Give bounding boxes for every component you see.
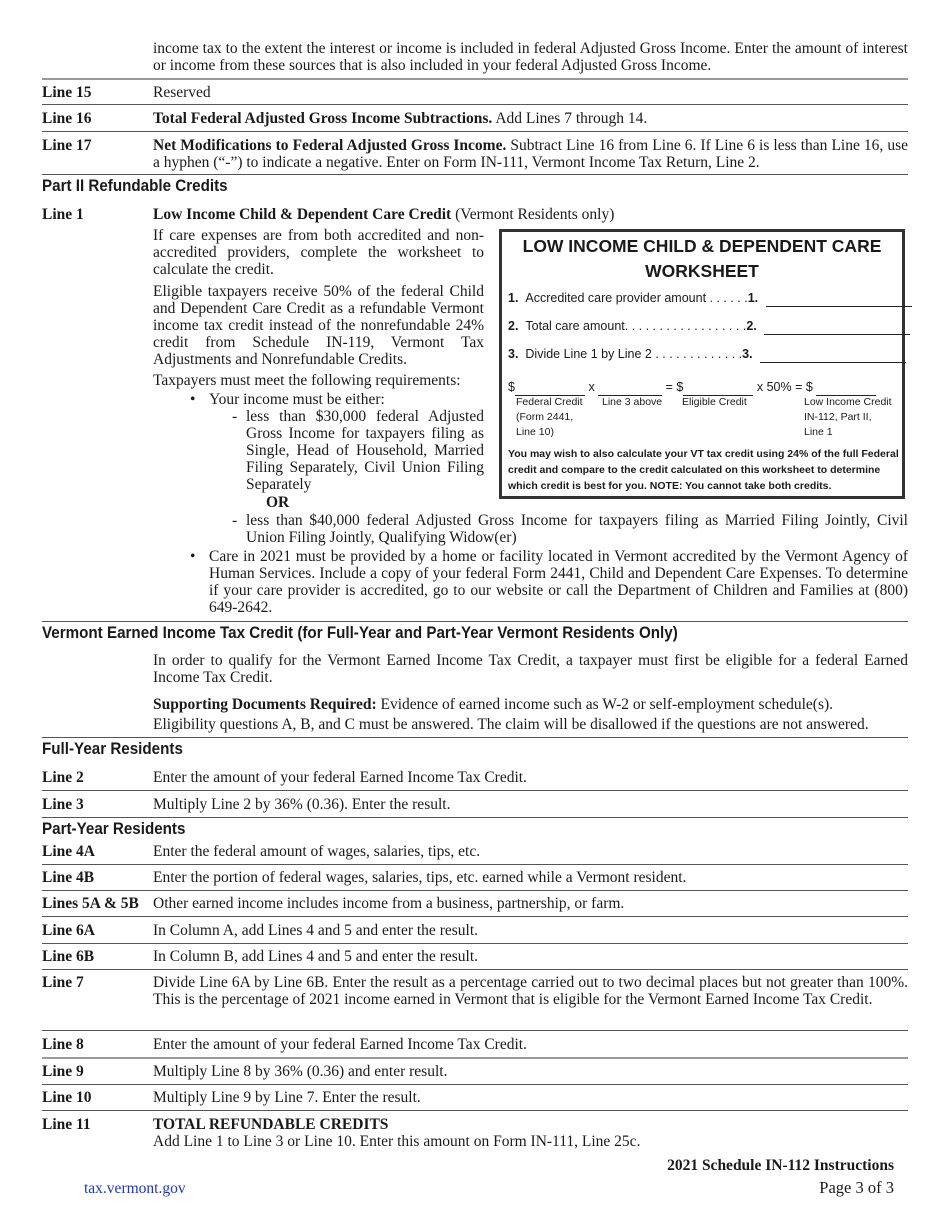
eitc-heading: Vermont Earned Income Tax Credit (for Full-Year and Part-Year Vermont Residents Only) xyxy=(42,624,678,642)
percent-label: x 50% = xyxy=(756,380,803,394)
page-number: Page 3 of 3 xyxy=(819,1178,894,1197)
line-2-row xyxy=(42,769,908,786)
eligibility-questions: Eligibility questions A, B, and C must be answered. The claim will be disallowed if the questions are not answered. xyxy=(153,716,869,733)
supporting-bold: Supporting Documents Required: xyxy=(153,696,377,713)
line-label: Line 10 xyxy=(42,1089,92,1106)
part2-heading: Part II Refundable Credits xyxy=(42,177,228,195)
bullet-icon: • xyxy=(190,391,196,408)
line-4a-row xyxy=(42,843,908,860)
bullet-care: Care in 2021 must be provided by a home or facility located in Vermont accredited by the Vermont Agency of Human Services. Include a copy of your federal Form 2441, Child and Dependent Care Expenses. To determine if your care provider is accredited, go to our website or call the Department of Children and Families at (800) 649-2642. xyxy=(209,548,908,616)
line-4b-row xyxy=(42,869,908,886)
requirements-paragraph: Taxpayers must meet the following requirements: xyxy=(153,372,461,389)
bullet-income: Your income must be either: xyxy=(209,391,385,408)
supporting-rest: Evidence of earned income such as W-2 or self-employment schedule(s). xyxy=(376,696,834,713)
line-16-row xyxy=(42,110,908,127)
divider xyxy=(42,1084,908,1085)
divider xyxy=(42,1030,908,1031)
line-rest: Add Lines 7 through 14. xyxy=(492,110,648,127)
divider xyxy=(42,890,908,891)
line-label: Lines 5A & 5B xyxy=(42,895,139,912)
line-rest: Add Line 1 to Line 3 or Line 10. Enter this amount on Form IN-111, Line 25c. xyxy=(153,1133,641,1150)
line-17-row xyxy=(42,137,908,171)
divider xyxy=(42,737,908,738)
caption-eligible-credit: Eligible Credit xyxy=(682,396,747,408)
line-text: Reserved xyxy=(153,84,211,101)
line-3-row xyxy=(42,796,908,813)
dollar-sign: $ xyxy=(805,380,813,394)
line-bold: Low Income Child & Dependent Care Credit xyxy=(153,206,452,223)
line-label: Line 8 xyxy=(42,1036,84,1053)
divider xyxy=(42,969,908,970)
line-rest: (Vermont Residents only) xyxy=(451,206,615,223)
divider xyxy=(42,621,908,622)
line-label: Line 9 xyxy=(42,1063,84,1080)
divider xyxy=(42,174,908,175)
line-bold: Net Modifications to Federal Adjusted Gross Income. xyxy=(153,137,507,154)
dash-30000: less than $30,000 federal Adjusted Gross Income for taxpayers filing as Single, Head of Household, Married Filing Separately, Civil Union Filing Separately xyxy=(246,408,484,493)
part-year-heading: Part-Year Residents xyxy=(42,820,186,838)
dash-40000: less than $40,000 federal Adjusted Gross Income for taxpayers filing as Married Filing Jointly, Civil Union Filing Jointly, Qualifying Widow(er) xyxy=(246,512,908,546)
line-11-row xyxy=(42,1116,908,1150)
line-number: 1. xyxy=(508,291,519,305)
line-desc: Accredited care provider amount . . . . . . xyxy=(525,291,748,305)
worksheet-line-3 xyxy=(508,346,906,363)
line-6b-row xyxy=(42,948,908,965)
intro-paragraph: income tax to the extent the interest or income is included in federal Adjusted Gross Income. Enter the amount of interest or income from these sources that is also included in your federal Adjusted Gross Income. xyxy=(153,40,908,74)
amount-field[interactable] xyxy=(766,294,912,307)
line-text: Multiply Line 2 by 36% (0.36). Enter the result. xyxy=(153,796,451,813)
divider xyxy=(42,78,908,80)
worksheet-line-1 xyxy=(508,290,912,307)
worksheet-subtitle: WORKSHEET xyxy=(645,261,759,281)
line-text xyxy=(153,110,908,127)
supporting-documents xyxy=(153,696,908,713)
line-text: In Column A, add Lines 4 and 5 and enter the result. xyxy=(153,922,479,939)
care-expense-paragraph: If care expenses are from both accredited and non-accredited providers, complete the worksheet to calculate the credit. xyxy=(153,227,484,278)
line-text: Other earned income includes income from a business, partnership, or farm. xyxy=(153,895,625,912)
line-bold: Total Federal Adjusted Gross Income Subtractions. xyxy=(153,110,493,127)
line-label: Line 4B xyxy=(42,869,95,886)
divider xyxy=(42,104,908,105)
line-text: Enter the portion of federal wages, salaries, tips, etc. earned while a Vermont resident. xyxy=(153,869,687,886)
line-label: Line 7 xyxy=(42,974,84,991)
divider xyxy=(42,131,908,132)
line-text: Divide Line 6A by Line 6B. Enter the result as a percentage carried out to two decimal places but not greater than 100%. This is the percentage of 2021 income earned in Vermont that is eligible for the Vermont Earned Income Tax Credit. xyxy=(153,974,908,1008)
line-text: Enter the amount of your federal Earned Income Tax Credit. xyxy=(153,769,527,786)
line-number: 2. xyxy=(508,319,519,333)
line-text: In Column B, add Lines 4 and 5 and enter the result. xyxy=(153,948,479,965)
divider xyxy=(42,1057,908,1059)
caption-low-income-credit: Low Income Credit IN-112, Part II, Line 1 xyxy=(804,396,892,438)
line-text xyxy=(153,1116,640,1150)
line-number: 1. xyxy=(747,291,759,305)
worksheet-line-2 xyxy=(508,318,910,335)
worksheet-title: LOW INCOME CHILD & DEPENDENT CARE xyxy=(522,236,882,256)
line-desc: Total care amount. . . . . . . . . . . . . . . . . . xyxy=(525,319,747,333)
dollar-sign: $ xyxy=(508,380,515,394)
line-number: 2. xyxy=(746,319,757,333)
divider xyxy=(42,790,908,791)
full-year-heading: Full-Year Residents xyxy=(42,740,183,758)
line-7-row xyxy=(42,974,908,1008)
line-text: Enter the amount of your federal Earned Income Tax Credit. xyxy=(153,1036,527,1053)
website-link[interactable]: tax.vermont.gov xyxy=(84,1180,186,1197)
line-label: Line 6B xyxy=(42,948,95,965)
times-sign: x xyxy=(588,380,595,394)
caption-line3: Line 3 above xyxy=(602,396,663,408)
line-text: Multiply Line 9 by Line 7. Enter the result. xyxy=(153,1089,421,1106)
line-label: Line 11 xyxy=(42,1116,91,1133)
care-worksheet xyxy=(499,229,905,499)
divider xyxy=(42,817,908,818)
line-1-row xyxy=(42,206,908,223)
line-label: Line 15 xyxy=(42,84,92,101)
line-15-row xyxy=(42,84,908,101)
doc-title: 2021 Schedule IN-112 Instructions xyxy=(667,1157,894,1174)
line-text xyxy=(153,206,614,223)
line-bold: TOTAL REFUNDABLE CREDITS xyxy=(153,1116,389,1133)
divider xyxy=(42,943,908,944)
line-text: Multiply Line 8 by 36% (0.36) and enter result. xyxy=(153,1063,448,1080)
worksheet-note: You may wish to also calculate your VT tax credit using 24% of the full Federal credit and compare to the credit calculated on this worksheet to determine which credit is best for you. NOTE: You cannot take both credits. xyxy=(508,448,899,492)
line-number: 3. xyxy=(508,347,519,361)
line-label: Line 1 xyxy=(42,206,84,223)
line-label: Line 3 xyxy=(42,796,84,813)
line-text xyxy=(153,137,908,171)
line-label: Line 17 xyxy=(42,137,92,154)
line-9-row xyxy=(42,1063,908,1080)
line-rest: Subtract Line 16 from Line 6. If Line 6 is less than Line 16, use a hyphen (“-”) to indicate a negative. Enter on Form IN-111, Vermont Income Tax Return, Line 2. xyxy=(153,137,908,171)
line-label: Line 16 xyxy=(42,110,92,127)
line-number: 3. xyxy=(742,347,753,361)
dash-icon: - xyxy=(232,512,238,529)
line-8-row xyxy=(42,1036,908,1053)
equals-sign: = $ xyxy=(665,380,684,394)
line-6a-row xyxy=(42,922,908,939)
worksheet-calculation xyxy=(508,379,876,396)
amount-field[interactable] xyxy=(760,350,906,363)
lines-5a-5b-row xyxy=(42,895,908,912)
bullet-icon: • xyxy=(190,548,196,565)
divider xyxy=(42,864,908,865)
eitc-qualify-paragraph: In order to qualify for the Vermont Earned Income Tax Credit, a taxpayer must first be eligible for a federal Earned Income Tax Credit. xyxy=(153,652,908,686)
line-label: Line 4A xyxy=(42,843,95,860)
line-label: Line 6A xyxy=(42,922,95,939)
caption-federal-credit: Federal Credit (Form 2441, Line 10) xyxy=(516,396,583,438)
divider xyxy=(42,916,908,917)
amount-field[interactable] xyxy=(764,322,910,335)
line-10-row xyxy=(42,1089,908,1106)
or-label: OR xyxy=(266,494,290,511)
line-label: Line 2 xyxy=(42,769,84,786)
eligible-taxpayers-paragraph: Eligible taxpayers receive 50% of the federal Child and Dependent Care Credit as a refundable Vermont income tax credit instead of the nonrefundable 24% credit from Schedule IN-119, Vermont Tax Adjustments and Nonrefundable Credits. xyxy=(153,283,484,368)
line-text: Enter the federal amount of wages, salaries, tips, etc. xyxy=(153,843,481,860)
divider xyxy=(42,1110,908,1111)
dash-icon: - xyxy=(232,408,238,425)
line-desc: Divide Line 1 by Line 2 . . . . . . . . . . . . . xyxy=(525,347,743,361)
